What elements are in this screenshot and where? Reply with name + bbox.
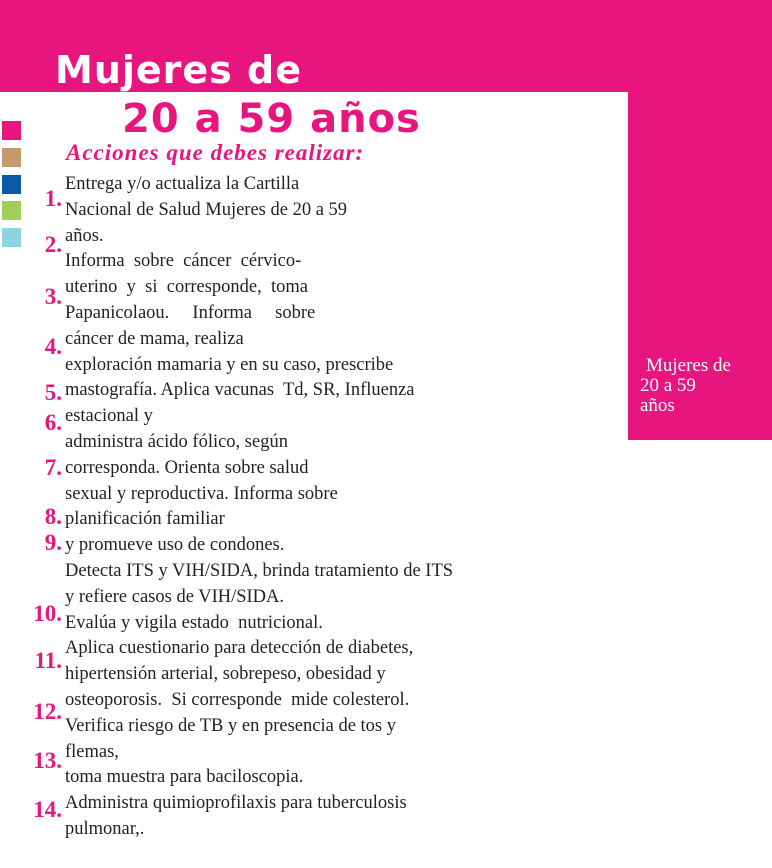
page-title-line2: 20 a 59 años <box>122 96 421 142</box>
item-number: 5. <box>44 380 62 405</box>
text-line: mastografía. Aplica vacunas Td, SR, Influenza <box>65 380 415 401</box>
item-number: 6. <box>44 410 62 435</box>
item-number: 12. <box>33 699 62 724</box>
side-tab-line3: años <box>640 395 675 416</box>
text-line: uterino y si corresponde, toma <box>65 277 309 298</box>
item-number: 8. <box>44 504 62 529</box>
text-line: y refiere casos de VIH/SIDA. <box>65 586 285 607</box>
page-title-line1: Mujeres de <box>55 48 302 92</box>
text-line: Verifica riesgo de TB y en presencia de tos y <box>65 715 397 736</box>
text-line: años. <box>65 225 104 246</box>
text-line: Detecta ITS y VIH/SIDA, brinda tratamiento de ITS <box>65 560 454 581</box>
item-number: 4. <box>44 334 62 359</box>
text-line: administra ácido fólico, según <box>65 431 288 452</box>
side-tab-line2: 20 a 59 <box>640 375 696 396</box>
text-line: hipertensión arterial, sobrepeso, obesidad y <box>65 664 386 685</box>
text-line: cáncer de mama, realiza <box>65 328 244 349</box>
item-number: 14. <box>33 797 62 822</box>
item-number: 3. <box>44 284 62 309</box>
text-line: Administra quimioprofilaxis para tuberculosis <box>65 793 407 814</box>
text-line: estacional y <box>65 406 153 427</box>
text-line: exploración mamaria y en su caso, prescribe <box>65 354 394 375</box>
side-tab-label <box>640 356 731 416</box>
text-line: Nacional de Salud Mujeres de 20 a 59 <box>65 199 348 220</box>
item-number: 2. <box>44 232 62 257</box>
text-line: pulmonar,. <box>65 818 145 839</box>
text-line: Entrega y/o actualiza la Cartilla <box>65 174 300 194</box>
text-line: toma muestra para baciloscopia. <box>65 767 304 788</box>
color-swatch-tan <box>2 148 21 167</box>
text-line: Evalúa y vigila estado nutricional. <box>65 612 323 633</box>
item-number: 9. <box>44 530 62 555</box>
item-number: 13. <box>33 748 62 773</box>
text-line: Papanicolaou. Informa sobre <box>65 302 316 323</box>
panel-edge <box>606 92 628 868</box>
text-line: Aplica cuestionario para detección de diabetes, <box>65 638 414 659</box>
side-tab-line1: Mujeres de <box>646 355 731 376</box>
item-number: 1. <box>44 186 62 211</box>
item-number: 7. <box>44 455 62 480</box>
section-subtitle: Acciones que debes realizar: <box>66 140 365 165</box>
text-line: osteoporosis. Si corresponde mide colesterol. <box>65 689 410 710</box>
item-number: 11. <box>34 648 62 673</box>
text-line: y promueve uso de condones. <box>65 535 285 556</box>
text-line: flemas, <box>65 741 119 762</box>
text-line: Informa sobre cáncer cérvico- <box>65 251 302 272</box>
color-swatch-pink <box>2 121 21 140</box>
text-line: corresponda. Orienta sobre salud <box>65 457 309 478</box>
color-swatch-cyan <box>2 228 21 247</box>
color-swatch-green <box>2 201 21 220</box>
actions-text <box>65 172 565 843</box>
item-number: 10. <box>33 601 62 626</box>
color-swatch-blue <box>2 175 21 194</box>
text-line: planificación familiar <box>65 509 225 530</box>
text-line: sexual y reproductiva. Informa sobre <box>65 483 338 504</box>
side-tab-background <box>628 440 772 868</box>
